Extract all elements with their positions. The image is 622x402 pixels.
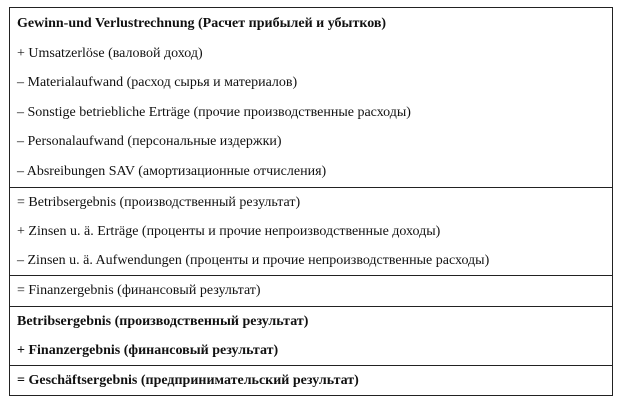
table-row: – Absreibungen SAV (амортизационные отчисления) [17,163,327,179]
table-row: + Zinsen u. ä. Erträge (проценты и прочие непроизводственные доходы) [17,223,441,239]
table-row: + Finanzergebnis (финансовый результат) [17,343,279,359]
table-row: + Umsatzerlöse (валовой доход) [17,45,203,61]
section-financial-items [10,187,612,276]
table-row: – Personalaufwand (персональные издержки) [17,134,282,150]
table-row: – Zinsen u. ä. Aufwendungen (проценты и прочие непроизводственные расходы) [17,253,490,269]
section-summary [10,306,612,365]
section-financial-result [10,275,612,306]
table-row: – Materialaufwand (расход сырья и материалов) [17,75,298,91]
income-statement-table [9,7,613,396]
table-row: = Betribsergebnis (производственный результат) [17,194,301,210]
table-row: – Sonstige betriebliche Erträge (прочие производственные расходы) [17,104,411,120]
table-row: = Finanzergebnis (финансовый результат) [17,283,261,299]
table-row: Betribsergebnis (производственный результат) [17,313,309,329]
table-row-total: = Geschäftsergebnis (предпринимательский результат) [17,373,359,389]
table-title: Gewinn-und Verlustrechnung (Расчет прибылей и убытков) [17,16,387,31]
section-business-result [10,365,612,395]
section-operating-items [10,8,612,187]
